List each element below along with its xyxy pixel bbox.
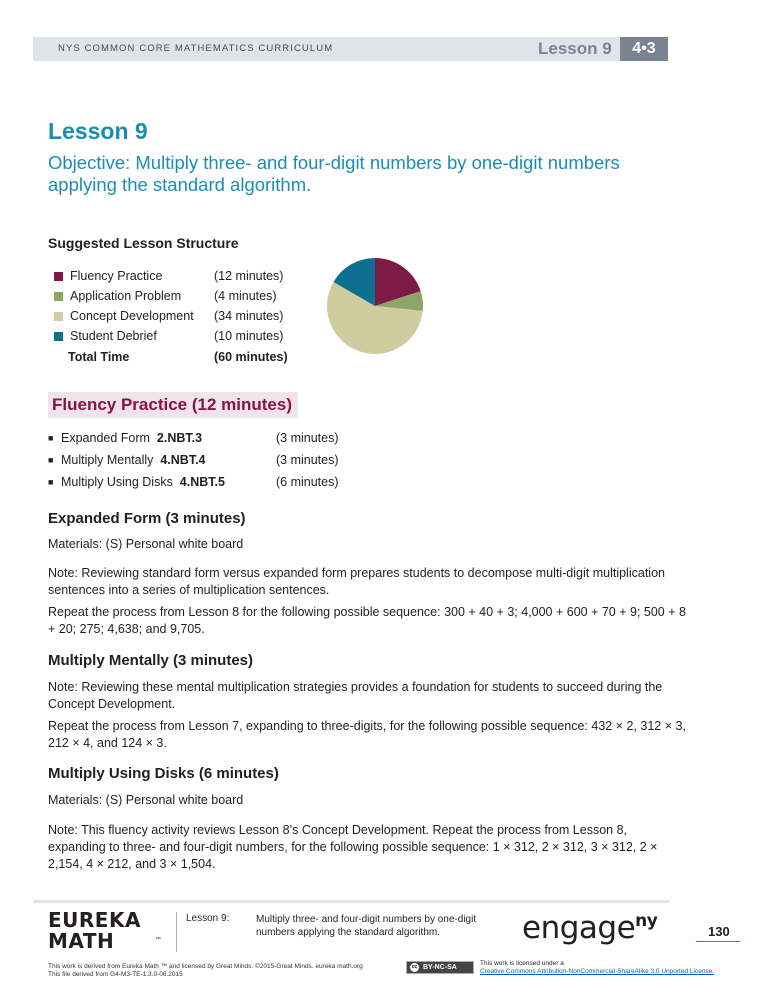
lesson-structure-pie-chart	[325, 256, 425, 356]
structure-label: Fluency Practice	[70, 269, 163, 283]
fluency-item-standard: 4.NBT.4	[160, 453, 206, 467]
expanded-form-materials: Materials: (S) Personal white board	[48, 537, 244, 551]
footer-rule	[33, 900, 669, 903]
fluency-item-label: Multiply Using Disks	[61, 475, 173, 489]
structure-minutes: (34 minutes)	[214, 309, 284, 323]
page-number-underline	[696, 941, 740, 942]
fluency-item-label: Multiply Mentally	[61, 453, 154, 467]
debrief-swatch	[54, 332, 63, 341]
fluency-item-minutes: (6 minutes)	[276, 475, 339, 489]
structure-label: Application Problem	[70, 289, 182, 303]
fluency-item-standard: 2.NBT.3	[156, 431, 203, 445]
structure-minutes: (12 minutes)	[214, 269, 284, 283]
fluency-item-label: Expanded Form	[61, 431, 150, 445]
multiply-mentally-repeat: Repeat the process from Lesson 7, expanding to three-digits, for the following possible sequence: 432 × 2, 312 × 3, 212 × 4, and 124 × 3.	[48, 719, 686, 750]
bullet-icon: ■	[48, 433, 54, 443]
license-link[interactable]: Creative Commons Attribution-NonCommercial-ShareAlike 3.0 Unported License.	[480, 968, 715, 975]
footer-description: Multiply three- and four-digit numbers by one-digit numbers applying the standard algorithm.	[256, 914, 477, 938]
multiply-disks-heading: Multiply Using Disks (6 minutes)	[48, 765, 279, 782]
curriculum-label: NYS COMMON CORE MATHEMATICS CURRICULUM	[58, 43, 334, 54]
bullet-icon: ■	[48, 477, 54, 487]
fluency-practice-heading: Fluency Practice (12 minutes)	[48, 392, 298, 418]
fluency-item-minutes: (3 minutes)	[276, 431, 339, 445]
multiply-disks-materials: Materials: (S) Personal white board	[48, 793, 244, 807]
fluency-item	[48, 429, 202, 447]
application-swatch	[54, 292, 63, 301]
footer-divider	[176, 912, 177, 952]
expanded-form-note: Note: Reviewing standard form versus expanded form prepares students to decompose multi-digit multiplication sentences into a series of multiplication sentences.	[48, 566, 665, 597]
structure-minutes: (4 minutes)	[214, 289, 277, 303]
footer-credit: This work is derived from Eureka Math ™ and licensed by Great Minds. ©2015-Great Minds. eureka math.org This file derived from G4-M3-TE-1.3.0-06.2015	[48, 963, 363, 978]
trademark-mark: ™	[155, 937, 161, 943]
structure-title: Suggested Lesson Structure	[48, 235, 239, 251]
structure-row-concept	[54, 307, 284, 325]
fluency-item-minutes: (3 minutes)	[276, 453, 339, 467]
objective: Objective: Multiply three- and four-digit numbers by one-digit numbers applying the standard algorithm.	[48, 152, 620, 195]
structure-row-debrief	[54, 327, 284, 345]
structure-label: Concept Development	[70, 309, 194, 323]
creative-commons-badge[interactable]: cc BY-NC-SA	[406, 961, 474, 974]
eureka-math-logo: EUREKA MATH	[48, 908, 141, 953]
page-number: 130	[708, 924, 730, 939]
multiply-mentally-note: Note: Reviewing these mental multiplication strategies provides a foundation for students to succeed during the Concept Development.	[48, 680, 663, 711]
license-text: This work is licensed under a Creative Commons Attribution-NonCommercial-ShareAlike 3.0 Unported License.	[480, 960, 715, 975]
structure-row-fluency	[54, 267, 284, 285]
multiply-mentally-heading: Multiply Mentally (3 minutes)	[48, 652, 254, 669]
multiply-disks-note: Note: This fluency activity reviews Lesson 8’s Concept Development. Repeat the process from Lesson 8, expanding to three- and four-digit numbers, for the following possible sequence: 1 × 312, 2 × 312, 3 × 312, 2 × 2,154, 4 × 212, and 3 × 1,504.	[48, 823, 658, 871]
module-badge: 4•3	[620, 37, 668, 61]
expanded-form-heading: Expanded Form (3 minutes)	[48, 510, 246, 527]
header-lesson: Lesson 9	[538, 39, 612, 58]
fluency-item-standard: 4.NBT.5	[179, 475, 225, 489]
expanded-form-repeat: Repeat the process from Lesson 8 for the following possible sequence: 300 + 40 + 3; 4,000 + 600 + 70 + 9; 500 + 8 + 20; 275; 4,638; and 9,705.	[48, 605, 686, 636]
footer-lesson: Lesson 9:	[186, 913, 230, 924]
engageny-logo: engage$^{ny}$	[522, 910, 658, 946]
structure-label: Student Debrief	[70, 329, 157, 343]
concept-swatch	[54, 312, 63, 321]
total-time-value: (60 minutes)	[214, 350, 288, 364]
page-title: Lesson 9	[48, 118, 148, 144]
structure-row-application	[54, 287, 277, 305]
fluency-item	[48, 473, 225, 491]
total-time-label: Total Time	[68, 350, 130, 364]
fluency-item	[48, 451, 206, 469]
cc-icon: cc	[411, 963, 418, 970]
bullet-icon: ■	[48, 455, 54, 465]
fluency-swatch	[54, 272, 63, 281]
structure-minutes: (10 minutes)	[214, 329, 284, 343]
